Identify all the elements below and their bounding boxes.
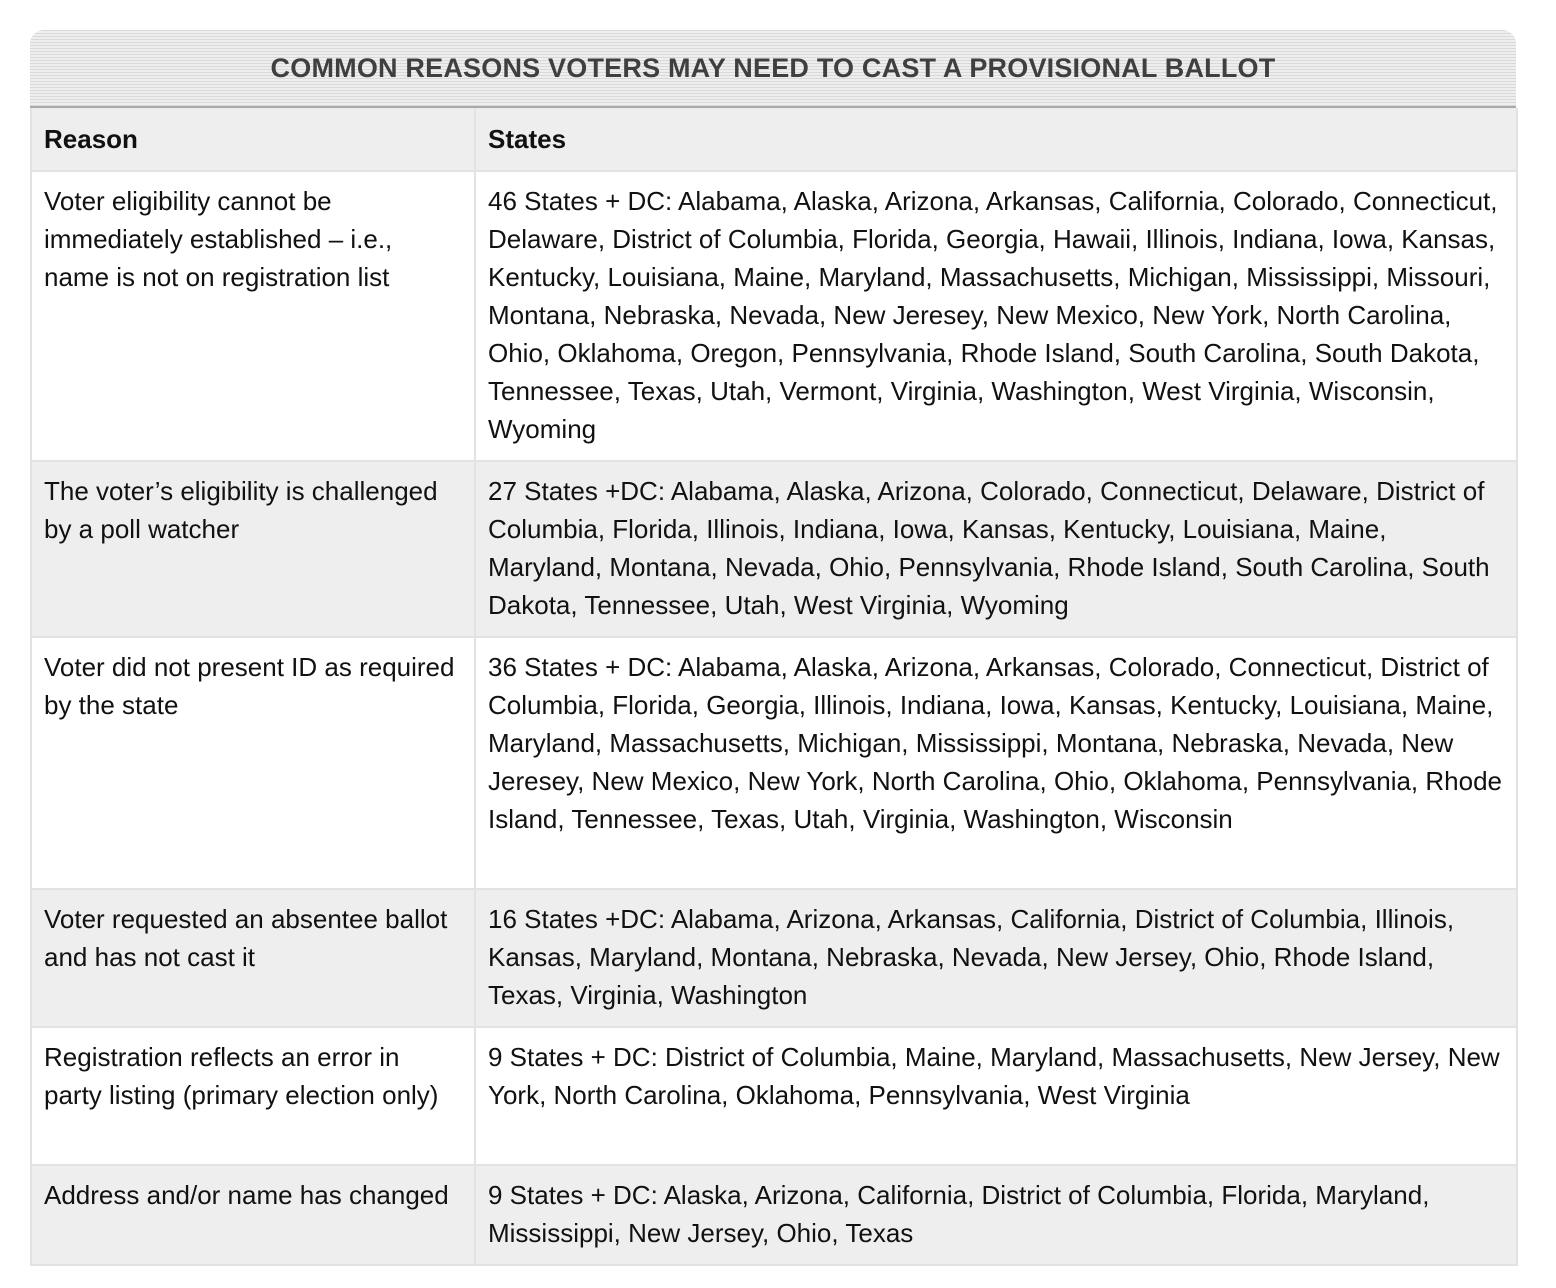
table-row <box>31 1027 1517 1165</box>
reason-cell: Address and/or name has changed <box>31 1165 475 1265</box>
reason-cell: The voter’s eligibility is challenged by a poll watcher <box>31 461 475 637</box>
states-cell: 16 States +DC: Alabama, Arizona, Arkansas, California, District of Columbia, Illinois, Kansas, Maryland, Montana, Nebraska, Nevada, New Jersey, Ohio, Rhode Island, Texas, Virginia, Washington <box>475 889 1517 1027</box>
states-cell: 9 States + DC: Alaska, Arizona, California, District of Columbia, Florida, Maryland, Mississippi, New Jersey, Ohio, Texas <box>475 1165 1517 1265</box>
table-row <box>31 637 1517 889</box>
table-title: COMMON REASONS VOTERS MAY NEED TO CAST A PROVISIONAL BALLOT <box>270 52 1276 83</box>
column-header-reason: Reason <box>31 108 475 171</box>
states-cell: 46 States + DC: Alabama, Alaska, Arizona, Arkansas, California, Colorado, Connecticut, Delaware, District of Columbia, Florida, Georgia, Hawaii, Illinois, Indiana, Iowa, Kansas, Kentucky, Louisiana, Maine, Maryland, Massachusetts, Michigan, Mississippi, Missouri, Montana, Nebraska, Nevada, New Jeresey, New Mexico, New York, North Carolina, Ohio, Oklahoma, Oregon, Pennsylvania, Rhode Island, South Carolina, South Dakota, Tennessee, Texas, Utah, Vermont, Virginia, Washington, West Virginia, Wisconsin, Wyoming <box>475 171 1517 461</box>
column-header-states: States <box>475 108 1517 171</box>
table-row <box>31 1165 1517 1265</box>
states-cell: 36 States + DC: Alabama, Alaska, Arizona, Arkansas, Colorado, Connecticut, District of Columbia, Florida, Georgia, Illinois, Indiana, Iowa, Kansas, Kentucky, Louisiana, Maine, Maryland, Massachusetts, Michigan, Mississippi, Montana, Nebraska, Nevada, New Jeresey, New Mexico, New York, North Carolina, Ohio, Oklahoma, Pennsylvania, Rhode Island, Tennessee, Texas, Utah, Virginia, Washington, Wisconsin <box>475 637 1517 889</box>
table-header-row <box>31 108 1517 171</box>
states-cell: 27 States +DC: Alabama, Alaska, Arizona, Colorado, Connecticut, Delaware, District of Columbia, Florida, Illinois, Indiana, Iowa, Kansas, Kentucky, Louisiana, Maine, Maryland, Montana, Nevada, Ohio, Pennsylvania, Rhode Island, South Carolina, South Dakota, Tennessee, Utah, West Virginia, Wyoming <box>475 461 1517 637</box>
table-title-bar <box>30 30 1516 108</box>
table-row <box>31 171 1517 461</box>
reason-cell: Registration reflects an error in party listing (primary election only) <box>31 1027 475 1165</box>
reason-cell: Voter requested an absentee ballot and has not cast it <box>31 889 475 1027</box>
table-row <box>31 889 1517 1027</box>
reasons-table <box>30 108 1518 1266</box>
table-row <box>31 461 1517 637</box>
states-cell: 9 States + DC: District of Columbia, Maine, Maryland, Massachusetts, New Jersey, New York, North Carolina, Oklahoma, Pennsylvania, West Virginia <box>475 1027 1517 1165</box>
provisional-ballot-table-container <box>30 30 1516 1266</box>
reason-cell: Voter eligibility cannot be immediately established – i.e., name is not on registration list <box>31 171 475 461</box>
reason-cell: Voter did not present ID as required by the state <box>31 637 475 889</box>
